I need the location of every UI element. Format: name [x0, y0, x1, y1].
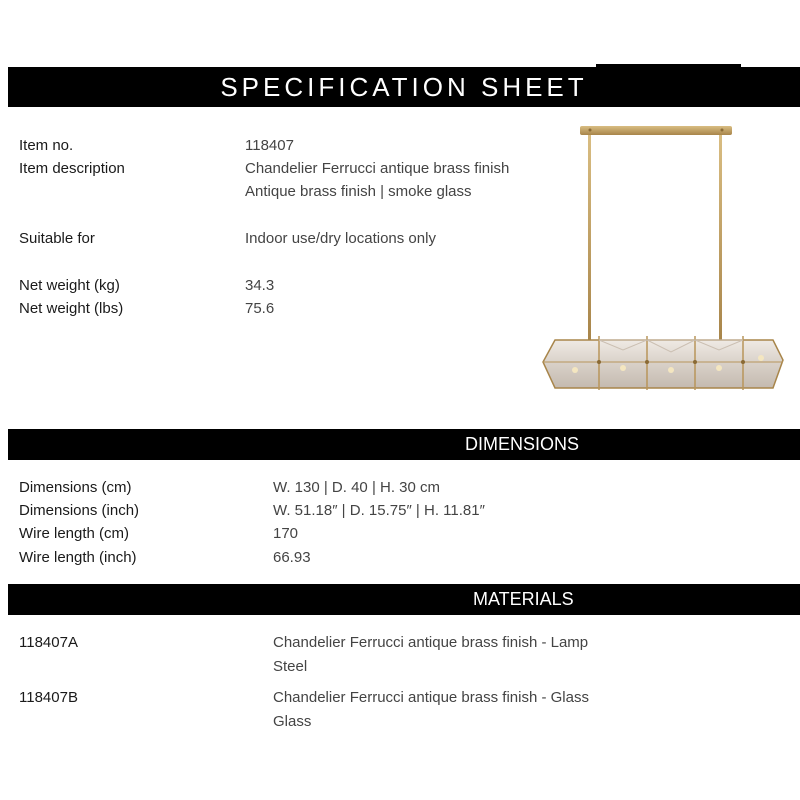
dimensions-cm-value: W. 130 | D. 40 | H. 30 cm	[273, 479, 441, 496]
dimensions-header-bar	[8, 429, 800, 460]
net-weight-lbs-label: Net weight (lbs)	[19, 300, 124, 317]
wire-length-cm-value: 170	[273, 525, 299, 542]
item-no-value: 118407	[245, 137, 294, 154]
item-description-label: Item description	[19, 160, 125, 177]
net-weight-kg-label: Net weight (kg)	[19, 277, 120, 294]
dimensions-cm-label: Dimensions (cm)	[19, 479, 132, 496]
dimensions-inch-label: Dimensions (inch)	[19, 502, 140, 519]
net-weight-lbs-value: 75.6	[245, 300, 275, 317]
suspension-rod-right	[719, 135, 722, 340]
material-a-description: Chandelier Ferrucci antique brass finish - Lamp	[273, 634, 589, 651]
material-b-material: Glass	[273, 713, 312, 730]
suitable-for-value: Indoor use/dry locations only	[245, 230, 436, 247]
dimensions-inch-value: W. 51.18″ | D. 15.75″ | H. 11.81″	[273, 502, 485, 519]
materials-header-bar	[8, 584, 800, 615]
wire-length-cm-label: Wire length (cm)	[19, 525, 130, 542]
suitable-for-label: Suitable for	[19, 230, 95, 247]
material-b-description: Chandelier Ferrucci antique brass finish - Glass	[273, 689, 589, 706]
material-a-material: Steel	[273, 658, 308, 675]
suspension-rod-left	[588, 135, 591, 340]
wire-length-inch-value: 66.93	[273, 549, 311, 566]
item-no-label: Item no.	[19, 137, 74, 154]
item-description-line1: Chandelier Ferrucci antique brass finish	[245, 160, 510, 177]
page-title: SPECIFICATION SHEET	[220, 72, 588, 102]
materials-heading: MATERIALS	[473, 589, 574, 609]
chandelier-product-image	[535, 118, 790, 408]
canopy-plate	[580, 126, 732, 135]
wire-length-inch-label: Wire length (inch)	[19, 549, 137, 566]
glass-body	[543, 336, 783, 390]
dimensions-heading: DIMENSIONS	[465, 434, 580, 454]
net-weight-kg-value: 34.3	[245, 277, 275, 294]
material-a-code: 118407A	[19, 634, 78, 651]
item-description-line2: Antique brass finish | smoke glass	[245, 183, 472, 200]
title-bar	[8, 67, 800, 107]
material-b-code: 118407B	[19, 689, 78, 706]
